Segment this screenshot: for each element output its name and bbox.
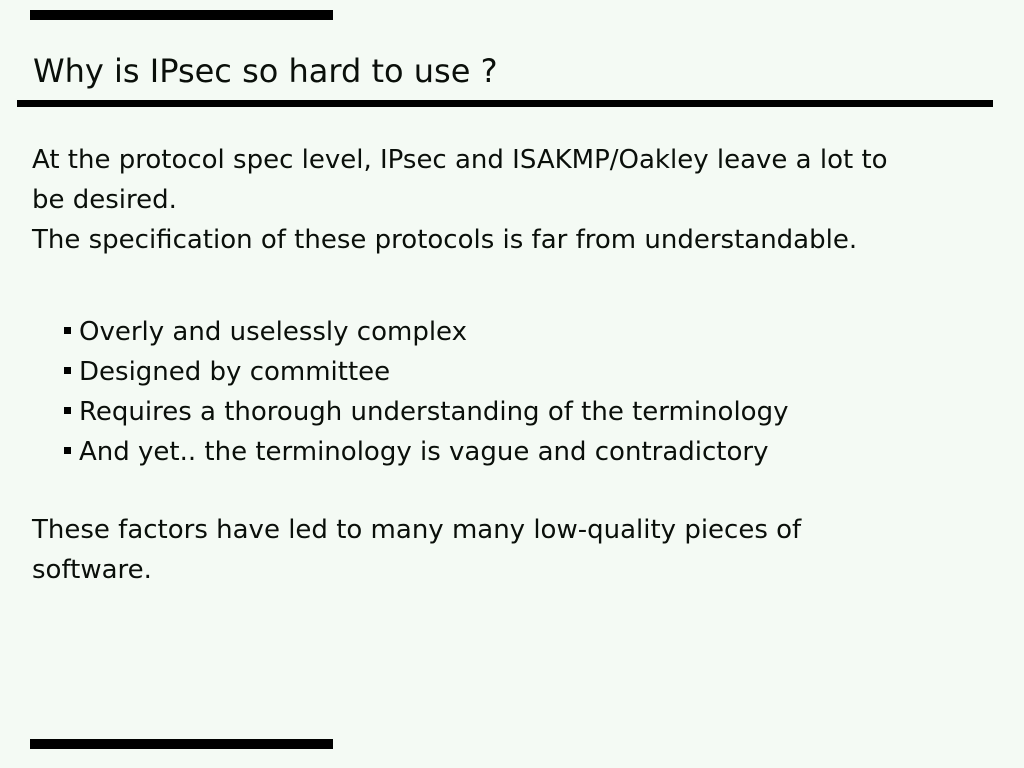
bullet-item: [64, 312, 788, 352]
bottom-decoration-bar: [30, 739, 333, 749]
bullet-text: Designed by committee: [79, 357, 391, 387]
square-bullet-icon: [64, 367, 71, 374]
intro-line-1: At the protocol spec level, IPsec and ISAKMP/Oakley leave a lot to: [32, 145, 888, 175]
spec-paragraph: [32, 220, 857, 260]
bullet-list: [64, 312, 788, 472]
intro-line-2: be desired.: [32, 185, 177, 215]
closing-line-2: software.: [32, 555, 152, 585]
square-bullet-icon: [64, 447, 71, 454]
square-bullet-icon: [64, 407, 71, 414]
spec-line: The specification of these protocols is far from understandable.: [32, 225, 858, 255]
intro-paragraph: [32, 140, 888, 220]
closing-line-1: These factors have led to many many low-quality pieces of: [32, 515, 802, 545]
bullet-text: Overly and uselessly complex: [79, 317, 467, 347]
bullet-item: [64, 392, 788, 432]
top-decoration-bar: [30, 10, 333, 20]
bullet-item: [64, 432, 788, 472]
slide-title: Why is IPsec so hard to use ?: [33, 52, 498, 90]
title-underline-rule: [17, 100, 993, 107]
closing-paragraph: [32, 510, 801, 590]
bullet-item: [64, 352, 788, 392]
bullet-text: And yet.. the terminology is vague and contradictory: [79, 437, 769, 467]
bullet-text: Requires a thorough understanding of the terminology: [79, 397, 789, 427]
square-bullet-icon: [64, 327, 71, 334]
